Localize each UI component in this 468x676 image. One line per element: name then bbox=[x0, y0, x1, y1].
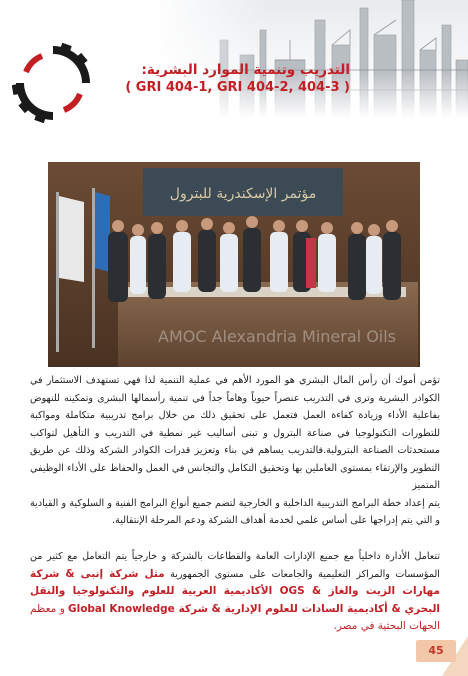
section-title bbox=[100, 62, 350, 96]
partners-highlight: مثل شركة إنبى & شركة مهارات الزيت والغاز & OGS الأكاديمية العربية للعلوم والتكنولوجيا والنقل البحري & أكاديمية السادات للعلوم الإدارية & شركة Global Knowledge bbox=[30, 567, 440, 615]
gri-references: ( GRI 404-1, GRI 404-2, 404-3 ) bbox=[125, 80, 350, 95]
refinery-banner-image bbox=[150, 0, 468, 118]
paragraph-partners bbox=[30, 548, 440, 636]
photo-watermark: AMOC Alexandria Mineral Oils bbox=[158, 327, 397, 346]
wall-banner-text: مؤتمر الإسكندرية للبترول bbox=[169, 186, 317, 202]
paragraph-1b: يتم إعداد خطة البرامج التدريبية الداخلية و الخارجية لتضم جميع أنواع البرامج الفنية و السلوكية و القيادية و التي يتم إدراجها على أساس علمي لخدمة أهداف الشركة ودعم المرحلة الإنتقالية. bbox=[30, 497, 440, 526]
paragraph-training-intro bbox=[30, 372, 440, 530]
section-title-ar: التدريب وتنمية الموارد البشرية: bbox=[141, 62, 350, 78]
page-number: 45 bbox=[416, 640, 456, 662]
paragraph-2-end: و معظم الجهات البحثية في مصر. bbox=[30, 602, 440, 632]
paragraph-1: تؤمن أموك أن رأس المال البشري هو المورد الأهم في عملية التنمية لذا فهي تستهدف الاستثمار في الكوادر البشرية وترى في التدريب عنصراً حيوياً وهاماً جداً في تنمية رأسمالها البشرى وتمكينه للنهوض بفاعلية الأداء وزيادة كفاءة العمل فتعمل على تحقيق ذلك من خلال برامج تدريبية متكاملة ومواكبة للتطورات التكنولوجيا في صناعة البترول و تبنى أساليب غير نمطية في التدريب و التأهيل لتواكب مستحدثات الصناعة البترولية.فالتدريب يساهم في بناء وتعزيز قدرات الكوادر الشركة وذلك عن طريق التطوير والإرتقاء بمستوى العاملين بها وتحقيق التكامل والتجانس في العمل والحفاظ على الأداء الوظيفي المتميز bbox=[30, 375, 440, 491]
gear-icon bbox=[12, 42, 94, 124]
training-group-photo bbox=[48, 162, 420, 367]
paragraph-2-start: تتعامل الأدارة داخلياً مع جميع الإدارات العامة والقطاعات بالشركة و خارجياً يتم التعامل مع كثير من المؤسسات والمراكز التعليمية والجامعات على مستوى الجمهورية bbox=[30, 551, 440, 580]
